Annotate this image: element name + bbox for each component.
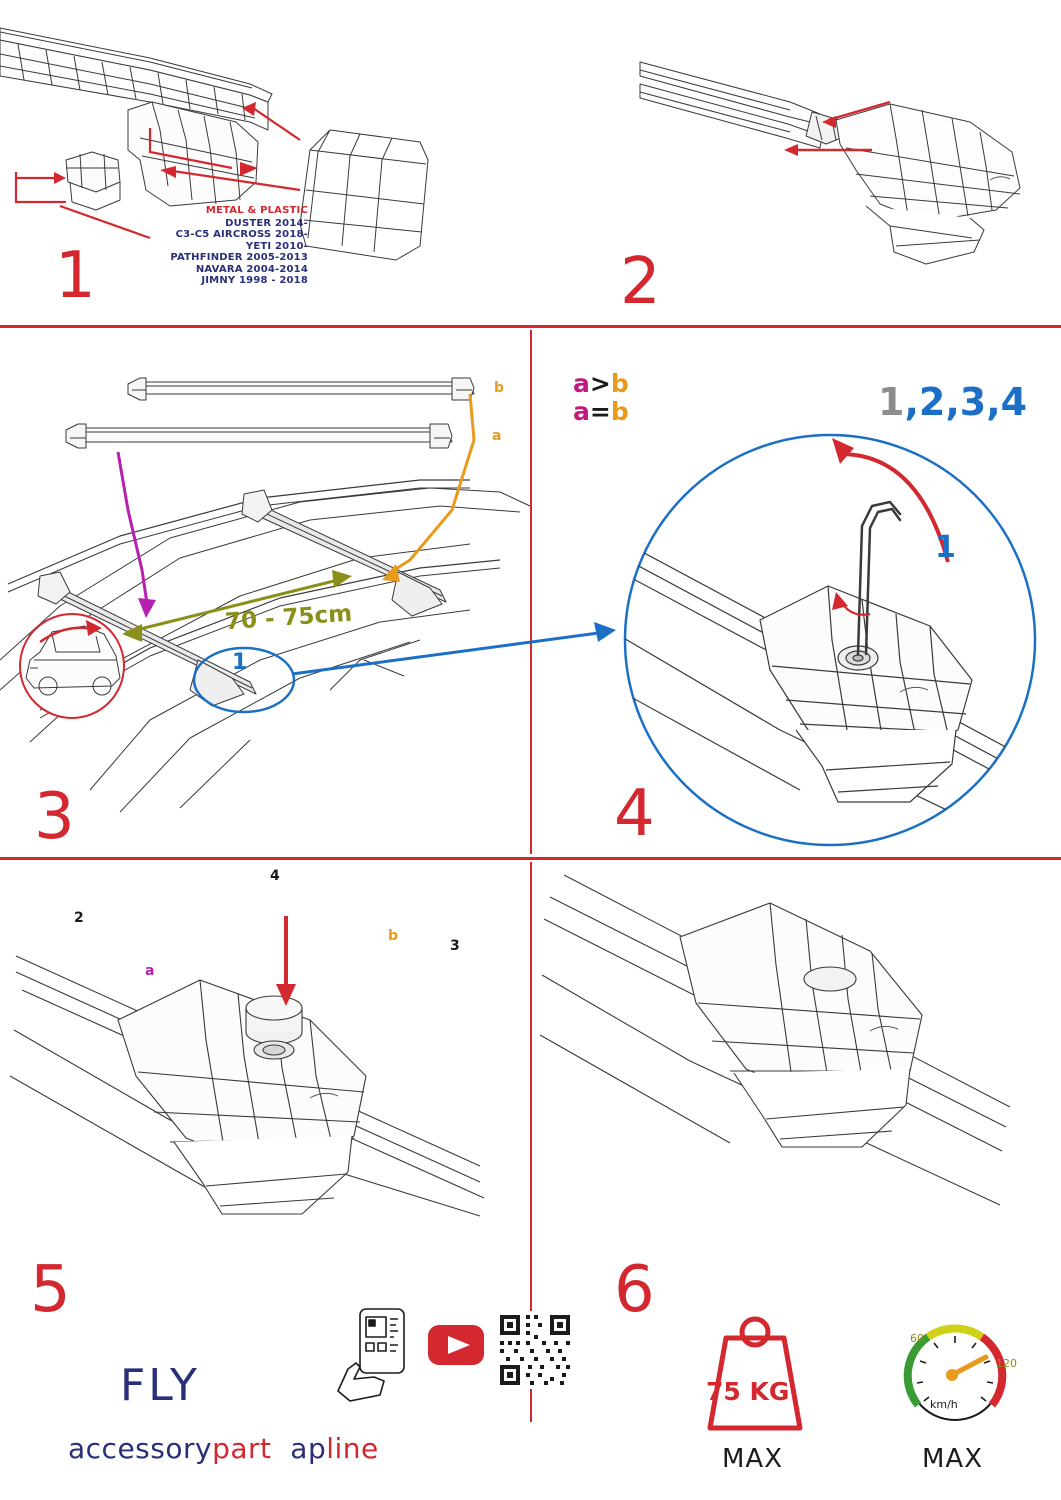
panel-step-5 xyxy=(10,880,510,1220)
compat-vehicle: NAVARA 2004-2014 xyxy=(195,263,308,275)
brand-subtitle xyxy=(68,1432,379,1465)
speed-limit-gauge xyxy=(890,1305,1020,1435)
footer-icons xyxy=(330,1305,580,1405)
step-number-5: 5 xyxy=(30,1253,69,1327)
marker-label-2: 2 xyxy=(74,910,84,926)
brand-ap: ap xyxy=(290,1432,327,1465)
step-number-2: 2 xyxy=(620,245,659,319)
section-divider-top xyxy=(0,325,1061,328)
legend-op-1: > xyxy=(589,369,611,398)
step-number-3: 3 xyxy=(34,780,73,854)
marker-label-4: 4 xyxy=(270,868,280,884)
legend-row-2 xyxy=(573,398,629,426)
youtube-icon xyxy=(428,1325,484,1365)
legend-row-1 xyxy=(573,370,629,398)
speed-max-caption: MAX xyxy=(922,1444,984,1474)
legend-right-1: b xyxy=(610,369,629,398)
speed-unit-label: km/h xyxy=(930,1398,958,1411)
panel-step-3 xyxy=(0,360,530,840)
legend-right-2: b xyxy=(610,397,629,426)
detail-marker-1-step4: 1 xyxy=(935,530,956,565)
sequence-rest: ,2,3,4 xyxy=(904,380,1028,424)
brand-line: line xyxy=(326,1432,379,1465)
qr-code xyxy=(496,1311,574,1389)
brand-title: FLY xyxy=(120,1360,200,1411)
compat-vehicle: PATHFINDER 2005-2013 xyxy=(170,252,308,263)
ab-legend xyxy=(573,370,629,426)
marker-label-3: 3 xyxy=(450,938,460,954)
hand-phone-qr-icon xyxy=(338,1309,404,1401)
marker-label-a-lower: a xyxy=(145,963,155,979)
brand-accessory: accessory xyxy=(68,1432,213,1465)
brand-part: part xyxy=(212,1432,272,1465)
panel-step-4 xyxy=(600,430,1050,830)
compat-vehicle: C3-C5 AIRCROSS 2018- xyxy=(175,229,308,240)
compat-vehicle: YETI 2010- xyxy=(245,240,308,252)
bar-label-b: b xyxy=(494,380,505,396)
bar-label-a: a xyxy=(492,428,502,444)
legend-left-2: a xyxy=(573,397,590,426)
section-divider-bottom xyxy=(0,857,1061,860)
legend-left-1: a xyxy=(573,369,590,398)
compat-vehicle: DUSTER 2014- xyxy=(225,217,308,229)
dimension-label: 70 - 75cm xyxy=(224,600,353,636)
weight-max-caption: MAX xyxy=(722,1444,784,1474)
step-number-6: 6 xyxy=(614,1253,653,1327)
vertical-divider-middle xyxy=(530,330,532,854)
marker-label-b-lower: b xyxy=(388,928,399,944)
panel-step-6 xyxy=(540,875,1040,1215)
gauge-min-label: 60 xyxy=(910,1332,924,1345)
compatibility-header: METAL & PLASTIC xyxy=(205,205,308,216)
compatibility-list xyxy=(108,205,308,287)
step-number-1: 1 xyxy=(55,239,94,313)
sequence-first: 1 xyxy=(878,380,905,424)
gauge-max-label: 120 xyxy=(996,1357,1017,1370)
sequence-label xyxy=(878,380,1027,424)
weight-value: 75 KG xyxy=(706,1377,790,1406)
detail-marker-1-step3: 1 xyxy=(232,650,248,675)
panel-step-2 xyxy=(640,40,1050,290)
compat-vehicle: JIMNY 1998 - 2018 xyxy=(201,275,308,286)
weight-limit-icon xyxy=(680,1310,830,1440)
step-number-4: 4 xyxy=(614,777,653,851)
legend-op-2: = xyxy=(589,397,611,426)
